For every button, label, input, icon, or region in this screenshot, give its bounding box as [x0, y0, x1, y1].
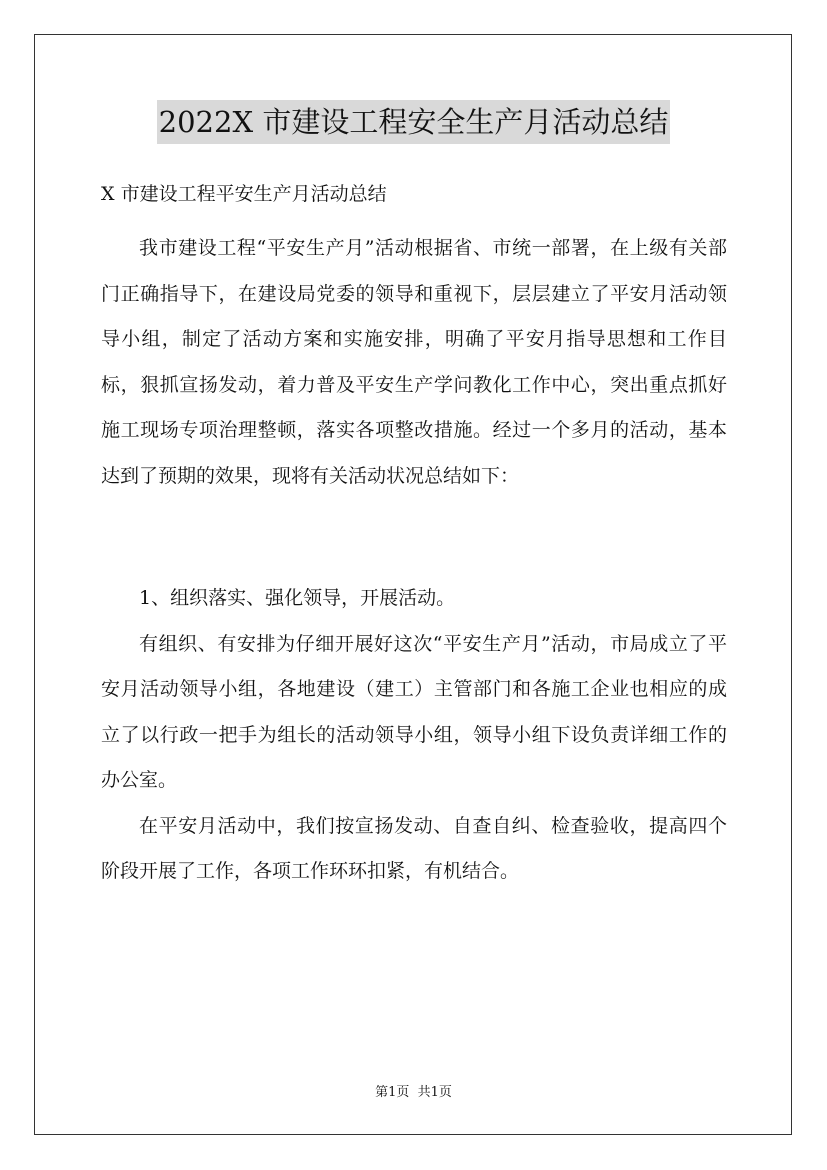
page-number: 第1页	[375, 1085, 410, 1100]
page-total: 共1页	[417, 1085, 452, 1100]
body-paragraph-organization: 有组织、有安排为仔细开展好这次“平安生产月”活动，市局成立了平安月活动领导小组，各地建设（建工）主管部门和各施工企业也相应的成立了以行政一把手为组长的活动领导小组，领导小组下设负责详细工作的办公室。	[101, 632, 727, 791]
document-body	[101, 226, 727, 895]
body-paragraph-intro: 我市建设工程“平安生产月”活动根据省、市统一部署，在上级有关部门正确指导下，在建设局党委的领导和重视下，层层建立了平安月活动领导小组，制定了活动方案和实施安排，明确了平安月指导思想和工作目标，狠抓宣扬发动，着力普及平安生产学问教化工作中心，突出重点抓好施工现场专项治理整顿，落实各项整改措施。经过一个多月的活动，基本达到了预期的效果，现将有关活动状况总结如下：	[101, 237, 727, 487]
body-paragraph-stages: 在平安月活动中，我们按宣扬发动、自查自纠、检查验收，提高四个阶段开展了工作，各项工作环环扣紧，有机结合。	[101, 814, 727, 882]
page-footer	[0, 1083, 827, 1103]
document-title: 2022X 市建设工程安全生产月活动总结	[157, 100, 671, 144]
section-heading-1: 1、组织落实、强化领导，开展活动。	[139, 587, 456, 609]
title-container	[0, 100, 827, 144]
document-subtitle: X 市建设工程平安生产月活动总结	[101, 183, 387, 205]
